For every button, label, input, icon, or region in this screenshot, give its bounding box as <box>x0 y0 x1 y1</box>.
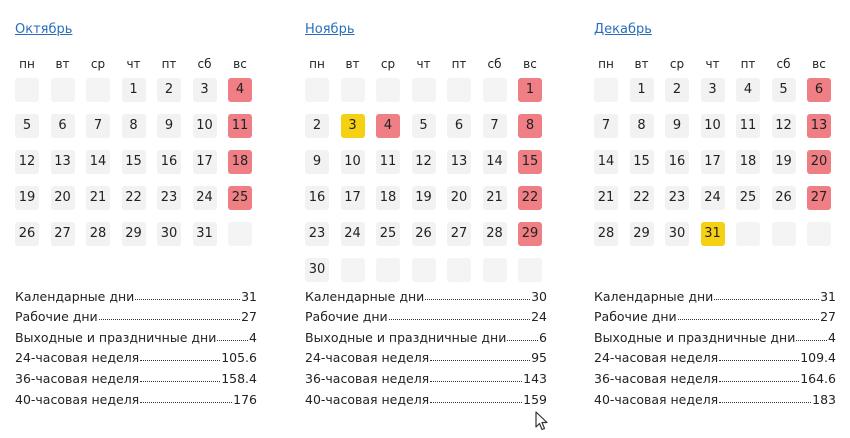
stat-row <box>305 386 547 407</box>
work-day-cell: 27 <box>447 222 471 246</box>
weekday-label: вс <box>233 57 247 71</box>
work-day-cell: 13 <box>447 150 471 174</box>
stat-label: Рабочие дни <box>594 309 677 325</box>
weekday-label: чт <box>705 57 720 71</box>
stat-label: 36-часовая неделя <box>15 370 140 386</box>
stat-value: 164.6 <box>800 370 836 386</box>
holiday-day-cell: 6 <box>807 78 831 102</box>
work-day-cell: 14 <box>483 150 507 174</box>
empty-day-cell <box>305 78 329 102</box>
stat-row <box>15 365 257 386</box>
work-day-cell: 20 <box>51 186 75 210</box>
weekday-label: пн <box>309 57 325 71</box>
weekday-label: пн <box>19 57 35 71</box>
dotted-leader <box>430 360 530 361</box>
dotted-leader <box>135 299 240 300</box>
stat-value: 143 <box>523 370 547 386</box>
month-calendar <box>305 22 565 282</box>
stat-value: 6 <box>539 329 547 345</box>
dotted-leader <box>719 402 811 403</box>
work-day-cell: 30 <box>305 258 329 282</box>
holiday-day-cell: 22 <box>518 186 542 210</box>
stat-value: 176 <box>233 391 257 407</box>
empty-day-cell <box>341 78 365 102</box>
work-day-cell: 7 <box>594 114 618 138</box>
holiday-day-cell: 13 <box>807 114 831 138</box>
work-day-cell: 26 <box>412 222 436 246</box>
stat-label: 24-часовая неделя <box>594 350 719 366</box>
work-day-cell: 20 <box>447 186 471 210</box>
empty-day-cell <box>483 258 507 282</box>
days-grid <box>305 78 565 282</box>
dotted-leader <box>425 299 530 300</box>
stat-row <box>594 324 836 345</box>
stat-value: 159 <box>523 391 547 407</box>
stat-value: 27 <box>820 309 836 325</box>
stat-value: 109.4 <box>800 350 836 366</box>
weekday-label: пт <box>740 57 756 71</box>
work-day-cell: 6 <box>447 114 471 138</box>
dotted-leader <box>796 340 827 341</box>
dotted-leader <box>217 340 248 341</box>
holiday-day-cell: 4 <box>228 78 252 102</box>
month-stats <box>594 283 836 407</box>
dotted-leader <box>678 319 819 320</box>
stat-label: 40-часовая неделя <box>594 391 719 407</box>
month-title-link[interactable]: Октябрь <box>15 22 73 37</box>
weekday-label: чт <box>416 57 431 71</box>
work-day-cell: 5 <box>772 78 796 102</box>
stat-row <box>594 345 836 366</box>
empty-day-cell <box>594 78 618 102</box>
dotted-leader <box>140 360 220 361</box>
work-day-cell: 12 <box>772 114 796 138</box>
stat-row <box>594 304 836 325</box>
work-day-cell: 29 <box>122 222 146 246</box>
stat-row <box>305 324 547 345</box>
holiday-day-cell: 4 <box>376 114 400 138</box>
work-day-cell: 28 <box>86 222 110 246</box>
work-day-cell: 7 <box>86 114 110 138</box>
holiday-day-cell: 15 <box>518 150 542 174</box>
stat-row <box>15 304 257 325</box>
work-day-cell: 31 <box>193 222 217 246</box>
stat-label: 36-часовая неделя <box>594 370 719 386</box>
stat-label: 40-часовая неделя <box>305 391 430 407</box>
work-day-cell: 23 <box>305 222 329 246</box>
weekday-label: ср <box>669 57 685 71</box>
work-day-cell: 2 <box>305 114 329 138</box>
weekday-label: вт <box>634 57 649 71</box>
work-day-cell: 17 <box>193 150 217 174</box>
empty-day-cell <box>376 258 400 282</box>
stat-value: 158.4 <box>221 370 257 386</box>
dotted-leader <box>719 360 799 361</box>
weekday-label: сб <box>487 57 502 71</box>
holiday-day-cell: 1 <box>518 78 542 102</box>
weekday-label: сб <box>197 57 212 71</box>
days-grid <box>15 78 275 246</box>
month-title-link[interactable]: Ноябрь <box>305 22 355 37</box>
stat-row <box>305 283 547 304</box>
work-day-cell: 23 <box>157 186 181 210</box>
weekday-header <box>15 52 275 76</box>
stat-value: 105.6 <box>221 350 257 366</box>
work-day-cell: 2 <box>665 78 689 102</box>
weekday-header <box>594 52 850 76</box>
work-day-cell: 9 <box>665 114 689 138</box>
work-day-cell: 21 <box>483 186 507 210</box>
month-calendar <box>594 22 850 246</box>
work-day-cell: 11 <box>736 114 760 138</box>
work-day-cell: 7 <box>483 114 507 138</box>
days-grid <box>594 78 850 246</box>
stat-label: Рабочие дни <box>15 309 98 325</box>
work-day-cell: 12 <box>412 150 436 174</box>
weekday-label: вс <box>812 57 826 71</box>
work-day-cell: 9 <box>157 114 181 138</box>
empty-day-cell <box>412 78 436 102</box>
empty-day-cell <box>376 78 400 102</box>
stat-row <box>305 365 547 386</box>
work-day-cell: 15 <box>630 150 654 174</box>
dotted-leader <box>389 319 530 320</box>
work-day-cell: 19 <box>15 186 39 210</box>
empty-day-cell <box>412 258 436 282</box>
stat-value: 27 <box>241 309 257 325</box>
weekday-label: чт <box>126 57 141 71</box>
weekday-label: вт <box>345 57 360 71</box>
work-day-cell: 29 <box>630 222 654 246</box>
stat-value: 95 <box>531 350 547 366</box>
mouse-cursor-icon <box>535 411 549 431</box>
work-day-cell: 15 <box>122 150 146 174</box>
work-day-cell: 22 <box>630 186 654 210</box>
stat-value: 24 <box>531 309 547 325</box>
work-day-cell: 30 <box>665 222 689 246</box>
stat-value: 4 <box>249 329 257 345</box>
weekday-label: пн <box>598 57 614 71</box>
stat-value: 183 <box>812 391 836 407</box>
dotted-leader <box>430 381 522 382</box>
month-title-link[interactable]: Декабрь <box>594 22 652 37</box>
work-day-cell: 13 <box>51 150 75 174</box>
work-day-cell: 24 <box>193 186 217 210</box>
work-day-cell: 26 <box>15 222 39 246</box>
holiday-day-cell: 18 <box>228 150 252 174</box>
work-day-cell: 17 <box>701 150 725 174</box>
work-day-cell: 4 <box>736 78 760 102</box>
stat-row <box>305 345 547 366</box>
stat-label: Выходные и праздничные дни <box>305 329 507 345</box>
weekday-label: ср <box>90 57 106 71</box>
work-day-cell: 24 <box>701 186 725 210</box>
work-day-cell: 19 <box>772 150 796 174</box>
dotted-leader <box>99 319 240 320</box>
holiday-day-cell: 29 <box>518 222 542 246</box>
empty-day-cell <box>807 222 831 246</box>
stat-row <box>305 304 547 325</box>
empty-day-cell <box>86 78 110 102</box>
work-day-cell: 24 <box>341 222 365 246</box>
work-day-cell: 18 <box>736 150 760 174</box>
work-day-cell: 10 <box>341 150 365 174</box>
stat-label: Рабочие дни <box>305 309 388 325</box>
weekday-label: ср <box>380 57 396 71</box>
holiday-day-cell: 11 <box>228 114 252 138</box>
empty-day-cell <box>447 78 471 102</box>
empty-day-cell <box>772 222 796 246</box>
dotted-leader <box>140 402 232 403</box>
work-day-cell: 17 <box>341 186 365 210</box>
work-day-cell: 16 <box>305 186 329 210</box>
work-day-cell: 8 <box>122 114 146 138</box>
stat-label: 40-часовая неделя <box>15 391 140 407</box>
stat-row <box>15 386 257 407</box>
work-day-cell: 9 <box>305 150 329 174</box>
work-day-cell: 25 <box>736 186 760 210</box>
stat-label: Календарные дни <box>594 288 714 304</box>
work-day-cell: 14 <box>594 150 618 174</box>
dotted-leader <box>507 340 538 341</box>
work-day-cell: 14 <box>86 150 110 174</box>
short-day-cell: 3 <box>341 114 365 138</box>
empty-day-cell <box>15 78 39 102</box>
short-day-cell: 31 <box>701 222 725 246</box>
work-day-cell: 3 <box>701 78 725 102</box>
stat-row <box>594 365 836 386</box>
weekday-label: пт <box>161 57 177 71</box>
stat-label: Календарные дни <box>15 288 135 304</box>
work-day-cell: 27 <box>51 222 75 246</box>
work-day-cell: 2 <box>157 78 181 102</box>
stat-label: Выходные и праздничные дни <box>594 329 796 345</box>
month-stats <box>305 283 547 407</box>
weekday-label: сб <box>776 57 791 71</box>
dotted-leader <box>714 299 819 300</box>
stat-value: 31 <box>241 288 257 304</box>
stat-row <box>15 324 257 345</box>
work-day-cell: 19 <box>412 186 436 210</box>
work-day-cell: 25 <box>376 222 400 246</box>
work-day-cell: 5 <box>15 114 39 138</box>
weekday-header <box>305 52 565 76</box>
stat-value: 30 <box>531 288 547 304</box>
weekday-label: вт <box>55 57 70 71</box>
work-day-cell: 28 <box>594 222 618 246</box>
empty-day-cell <box>483 78 507 102</box>
holiday-day-cell: 20 <box>807 150 831 174</box>
work-day-cell: 18 <box>376 186 400 210</box>
work-day-cell: 8 <box>630 114 654 138</box>
empty-day-cell <box>228 222 252 246</box>
stat-row <box>594 283 836 304</box>
stat-row <box>594 386 836 407</box>
work-day-cell: 16 <box>665 150 689 174</box>
work-day-cell: 10 <box>701 114 725 138</box>
stat-label: 36-часовая неделя <box>305 370 430 386</box>
month-stats <box>15 283 257 407</box>
work-day-cell: 22 <box>122 186 146 210</box>
work-day-cell: 23 <box>665 186 689 210</box>
work-day-cell: 21 <box>86 186 110 210</box>
holiday-day-cell: 27 <box>807 186 831 210</box>
work-day-cell: 6 <box>51 114 75 138</box>
dotted-leader <box>140 381 220 382</box>
work-day-cell: 26 <box>772 186 796 210</box>
stat-value: 4 <box>828 329 836 345</box>
stat-label: Календарные дни <box>305 288 425 304</box>
stat-value: 31 <box>820 288 836 304</box>
stat-label: 24-часовая неделя <box>305 350 430 366</box>
work-day-cell: 11 <box>376 150 400 174</box>
dotted-leader <box>430 402 522 403</box>
weekday-label: пт <box>451 57 467 71</box>
holiday-day-cell: 25 <box>228 186 252 210</box>
empty-day-cell <box>518 258 542 282</box>
work-day-cell: 16 <box>157 150 181 174</box>
work-day-cell: 1 <box>122 78 146 102</box>
stat-row <box>15 283 257 304</box>
empty-day-cell <box>447 258 471 282</box>
work-day-cell: 1 <box>630 78 654 102</box>
work-day-cell: 28 <box>483 222 507 246</box>
work-day-cell: 5 <box>412 114 436 138</box>
empty-day-cell <box>341 258 365 282</box>
stat-label: Выходные и праздничные дни <box>15 329 217 345</box>
weekday-label: вс <box>523 57 537 71</box>
empty-day-cell <box>736 222 760 246</box>
work-day-cell: 21 <box>594 186 618 210</box>
work-day-cell: 3 <box>193 78 217 102</box>
month-calendar <box>15 22 275 246</box>
work-day-cell: 12 <box>15 150 39 174</box>
empty-day-cell <box>51 78 75 102</box>
work-day-cell: 10 <box>193 114 217 138</box>
stat-label: 24-часовая неделя <box>15 350 140 366</box>
stat-row <box>15 345 257 366</box>
dotted-leader <box>719 381 799 382</box>
work-day-cell: 30 <box>157 222 181 246</box>
holiday-day-cell: 8 <box>518 114 542 138</box>
